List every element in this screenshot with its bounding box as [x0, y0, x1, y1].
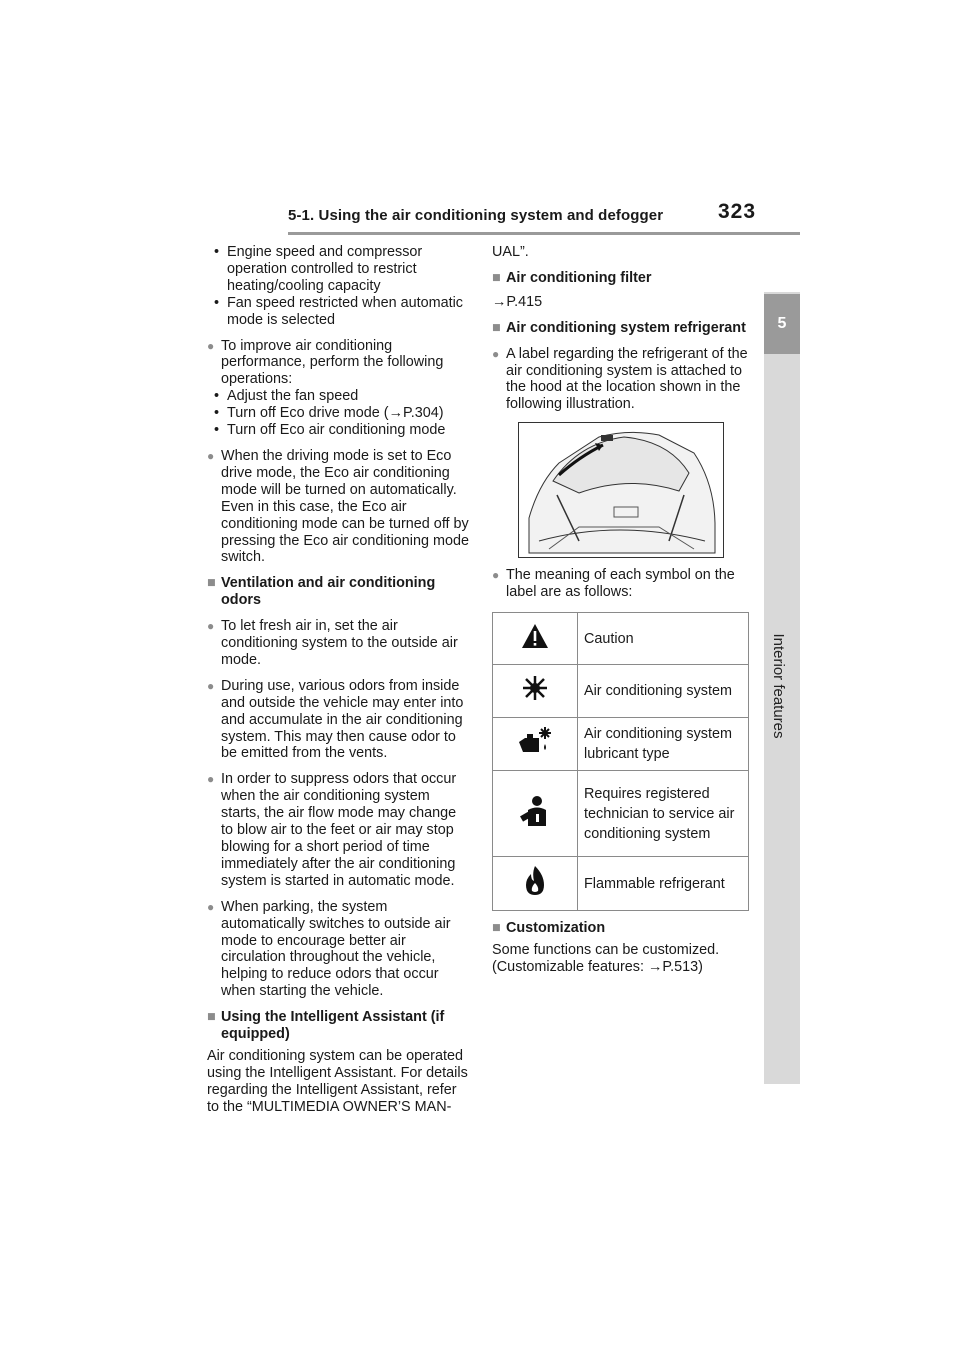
hood-label-illustration [518, 422, 724, 558]
technician-icon [518, 794, 552, 828]
list-item: ● To improve air conditioning performance, perform the following operations: [207, 338, 472, 389]
left-column [207, 244, 472, 1116]
bullet-item: • Turn off Eco drive mode (→P.304) [207, 405, 472, 422]
bullet-item: • Engine speed and compressor operation controlled to restrict heating/cooling capacity [207, 244, 472, 295]
chapter-number: 5 [764, 294, 800, 354]
list-item: ● In order to suppress odors that occur when the air conditioning system starts, the air flow mode may change to blow air to the feet or air may stop blowing for a short period of time immediately after the air conditioning system is started in automatic mode. [207, 771, 472, 889]
list-item: ● When parking, the system automatically switches to outside air mode to encourage better air circulation throughout the vehicle, helping to reduce odors that occur when starting the vehicle. [207, 899, 472, 1000]
page-reference: →P.415 [492, 293, 543, 310]
snowflake-icon [521, 674, 549, 702]
symbol-label: Caution [578, 613, 749, 665]
chapter-label: Interior features [770, 633, 787, 739]
flame-icon [522, 865, 548, 897]
list-item: ● The meaning of each symbol on the label are as follows: [492, 567, 757, 601]
hood-illustration-image [519, 423, 723, 557]
oil-can-icon [517, 726, 553, 756]
table-row [493, 857, 749, 911]
header-divider [288, 232, 800, 235]
bullet-item: • Turn off Eco air conditioning mode [207, 422, 472, 439]
right-column [492, 244, 757, 976]
section-heading: ■ Customization [492, 920, 757, 937]
warning-triangle-icon [521, 623, 549, 649]
section-heading: ■ Ventilation and air conditioning odors [207, 575, 472, 609]
section-heading: ■ Air conditioning filter [492, 270, 757, 287]
table-row [493, 665, 749, 718]
section-heading: ■ Air conditioning system refrigerant [492, 320, 757, 337]
bullet-item: • Adjust the fan speed [207, 388, 472, 405]
page-number: 323 [718, 200, 757, 223]
paragraph: Air conditioning system can be operated using the Intelligent Assistant. For details regarding the Intelligent Assistant, refer to the “MULTIMEDIA OWNER’S MAN- [207, 1047, 468, 1115]
table-row [493, 613, 749, 665]
symbol-table [492, 612, 749, 911]
paragraph-continuation: UAL”. [492, 244, 529, 260]
paragraph: Some functions can be customized. (Customizable features: →P.513) [492, 941, 720, 975]
list-item: ● When the driving mode is set to Eco drive mode, the Eco air conditioning mode will be turned on automatically. Even in this case, the Eco air conditioning mode can be turned off by pressing the Eco air conditioning mode switch. [207, 448, 472, 566]
table-row [493, 771, 749, 857]
table-row [493, 718, 749, 771]
symbol-label: Air conditioning system lubricant type [578, 718, 749, 771]
bullet-item: • Fan speed restricted when automatic mode is selected [207, 295, 472, 329]
symbol-label: Flammable refrigerant [578, 857, 749, 911]
symbol-label: Requires registered technician to service air conditioning system [578, 771, 749, 857]
section-heading: ■ Using the Intelligent Assistant (if equipped) [207, 1009, 472, 1043]
list-item: ● To let fresh air in, set the air conditioning system to the outside air mode. [207, 618, 472, 669]
list-item: ● During use, various odors from inside and outside the vehicle may enter into and accumulate in the air conditioning system. This may then cause odor to be emitted from the vents. [207, 678, 472, 763]
list-item: ● A label regarding the refrigerant of the air conditioning system is attached to the hood at the location shown in the following illustration. [492, 346, 757, 414]
section-title: 5-1. Using the air conditioning system and defogger [288, 207, 664, 224]
symbol-label: Air conditioning system [578, 665, 749, 718]
